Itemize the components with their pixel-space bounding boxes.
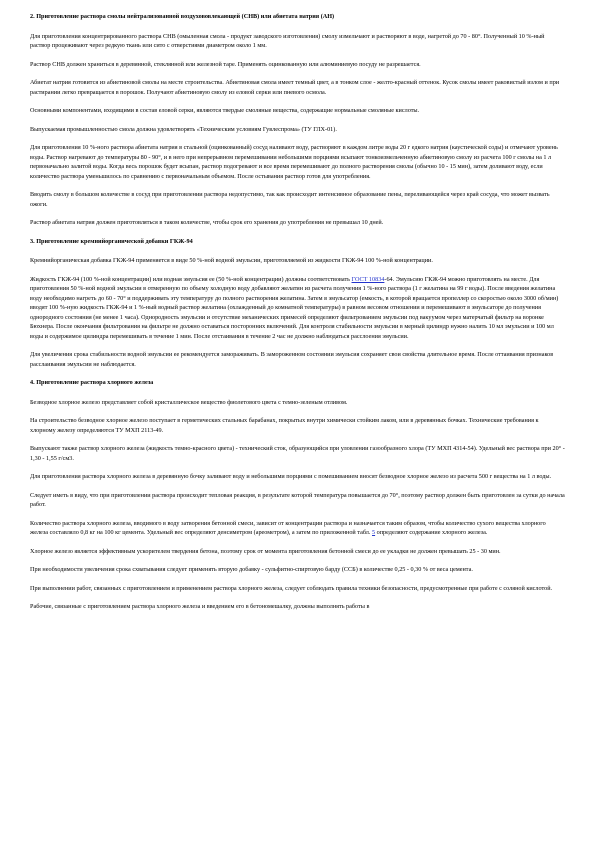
section-4-paragraph-2: На строительство безводное хлорное железо поступает в герметических стальных барабанах, покрытых внутри химически стойким лаком, или в деревянных бочках. Технические требования к хлорному железу определяются ТУ МХП 2113-49. xyxy=(30,417,539,434)
section-4-paragraph-9: При выполнении работ, связанных с приготовлением и применением раствора хлорного железа, следует соблюдать правила техники безопасности, предусмотренные при работе с соляной кислотой. xyxy=(30,584,553,592)
section-4-paragraph-7: Хлорное железо является эффективным ускорителем твердения бетона, поэтому срок от момента приготовления бетонной смеси до ее укладки не должен превышать 25 - 30 мин. xyxy=(30,547,501,555)
section-4-paragraph-6-text-b: определяют содержание хлорного железа. xyxy=(375,529,488,536)
section-4-heading: 4. Приготовление раствора хлорного железа xyxy=(30,379,154,386)
section-3-paragraph-3: Для увеличения срока стабильности водной эмульсии ее рекомендуется замораживать. В замороженном состоянии эмульсия сохраняет свои свойства длительное время. После оттаивания признаков расслаивания эмульсии не наблюдается. xyxy=(30,351,554,368)
section-4-paragraph-4: Для приготовления раствора хлорного железа в деревянную бочку заливают воду и небольшими порциями с помешиванием вносят безводное хлорное железо из расчета 500 г вещества на 1 л воды. xyxy=(30,473,552,480)
section-4-paragraph-5: Следует иметь в виду, что при приготовлении раствора происходит тепловая реакция, в результате которой температура повышается до 70°, поэтому раствор должен быть приготовлен за сутки до начала работ. xyxy=(30,491,565,508)
section-3-paragraph-2 xyxy=(30,275,565,342)
section-2-paragraph-3: Абиетат натрия готовится из абиетиновой смолы на месте строительства. Абиетиновая смола имеет темный цвет, а в тонком слое - желто-красный оттенок. Кусок смолы имеет раковистый излом и при растирании легко превращается в порошок. Получают абиетиновую смолу из еловой серки или пневого осмола. xyxy=(30,79,560,96)
section-2-paragraph-2: Раствор СНВ должен храниться в деревянной, стеклянной или железной таре. Применять оцинкованную или алюминиевую посуду не разрешается. xyxy=(30,60,421,68)
section-3-paragraph-2-text-b: -64. Эмульсию ГКЖ-94 можно приготовлять на месте. Для приготовления 50 %-ной водной эмульсии в отмеренную по объему холодную воду добавляют желатин из расчета получения 1 %-ного раствора (1 г желатина на 99 г воды). После введения желатина воду необходимо нагреть до 60 - 70° и поддерживать эту температуру до полного растворения желатина. Затем в эмульсатор (емкость, в которой вращается пропеллер со скоростью около 3000 об/мин) вводят 100 %-ную жидкость ГКЖ-94 и 1 %-ный водный раствор желатина (охлажденный до комнатной температуры) в равном весовом отношении и перемешивают в эмульсаторе до получения однородного состояния (не менее 1 часа). Однородность эмульсии и отсутствие механических примесей определяют фильтрованием эмульсии под вакуумом через матерчатый фильтр на воронке Бюхнера. После окончания фильтрования на фильтре не должно оставаться посторонних включений. Для контроля стабильности эмульсии в мерный цилиндр нужно налить 10 мл эмульсии и 100 мл воды и содержимое цилиндра перемешивать в течение 1 мин. После отстаивания в течение 2 час не должно наблюдаться расслоения эмульсии. xyxy=(30,275,559,340)
gost-10834-link[interactable]: ГОСТ 10834 xyxy=(351,275,385,283)
section-4-paragraph-10: Рабочие, связанные с приготовлением раствора хлорного железа и введением его в бетономешалку, должны выполнять работы в xyxy=(30,603,370,610)
table-5-link[interactable]: 5 xyxy=(372,529,376,536)
section-4-paragraph-6-text-a: Количество раствора хлорного железа, вводимого в воду затворения бетонной смеси, зависит от концентрации раствора и назначается таким образом, чтобы количество сухого вещества хлорного железа составляло 0,8 кг на 100 кг цемента. Удельный вес определяют денсиметром (ареометром), а затем по приложенной табл. xyxy=(30,519,546,536)
section-2-paragraph-4: Основными компонентами, входящими в состав еловой серки, являются твердые смоляные вещества, содержащие нормальные смоляные кислоты. xyxy=(30,107,420,114)
section-2-paragraph-8: Раствор абиетата натрия должен приготовляться в таком количестве, чтобы срок его хранения до употребления не превышал 10 дней. xyxy=(30,219,384,226)
section-2-paragraph-7: Вводить смолу в большом количестве в сосуд при приготовлении раствора недопустимо, так как происходит интенсивное образование пены, переливающейся через край сосуда, что может вызвать ожоги. xyxy=(30,191,550,208)
section-4-paragraph-1: Безводное хлорное железо представляет собой кристаллическое вещество фиолетового цвета с темно-зеленым отливом. xyxy=(30,398,348,406)
section-3-heading: 3. Приготовление кремнийорганической добавки ГКЖ-94 xyxy=(30,237,193,245)
section-4-paragraph-8: При необходимости увеличения срока схватывания следует применять вторую добавку - сульфитно-спиртовую барду (ССБ) в количестве 0,25 - 0,30 % от веса цемента. xyxy=(30,566,473,573)
section-4-paragraph-6 xyxy=(30,519,565,538)
section-3-paragraph-2-text-a: Жидкость ГКЖ-94 (100 %-ной концентрации) или водная эмульсия ее (50 %-ной концентрации) должны соответствовать xyxy=(30,275,352,283)
section-2-paragraph-1: Для приготовления концентрированного раствора СНВ (омыленная смола - продукт заводского изготовления) смолу измельчают и растворяют в воде, нагретой до 70 - 80°. Полученный 10 %-ный раствор процеживают через редкую ткань или сито с отверстиями диаметром около 1 мм. xyxy=(30,32,545,49)
section-2-heading: 2. Приготовление раствора смолы нейтрализованной воздухововлекающей (СНВ) или абиетата натрия (АН) xyxy=(30,13,335,20)
section-4-paragraph-3: Выпускают также раствор хлорного железа (жидкость темно-красного цвета) - технический сток, образующийся при уловлении газообразного хлора (ТУ МХП 4314-54). Удельный вес раствора при 20° - 1,30 - 1,55 г/см3. xyxy=(30,445,565,462)
section-3-paragraph-1: Кремнийорганическая добавка ГКЖ-94 применяется в виде 50 %-ной водной эмульсии, приготовляемой из жидкости ГКЖ-94 100 %-ной концентрации. xyxy=(30,257,433,264)
section-2-paragraph-5: Выпускаемая промышленностью смола должна удовлетворять «Техническим условиям Гувлеспрома» (ТУ ГЛХ-01). xyxy=(30,125,337,133)
section-2-paragraph-6: Для приготовления 10 %-ного раствора абиетата натрия в стальной (оцинкованный) сосуд наливают воду, растворяют в каждом литре воды 20 г едкого натрия (каустической соды) и отмечают уровень воды. Раствор нагревают до температуры 80 - 90°, и в него при непрерывном перемешивании небольшими порциями всыпают тонкоизмельченную абиетиновую смолу из расчета 100 г смолы на 1 л первоначально залитой воды. Когда весь порошок будет всыпан, раствор подогревают и все время перемешивают до полного растворения смолы (обычно 10 - 15 мин), затем доливают воду, если количество раствора уменьшилось по сравнению с первоначальным объемом. После остывания раствор готов для употребления. xyxy=(30,144,558,180)
